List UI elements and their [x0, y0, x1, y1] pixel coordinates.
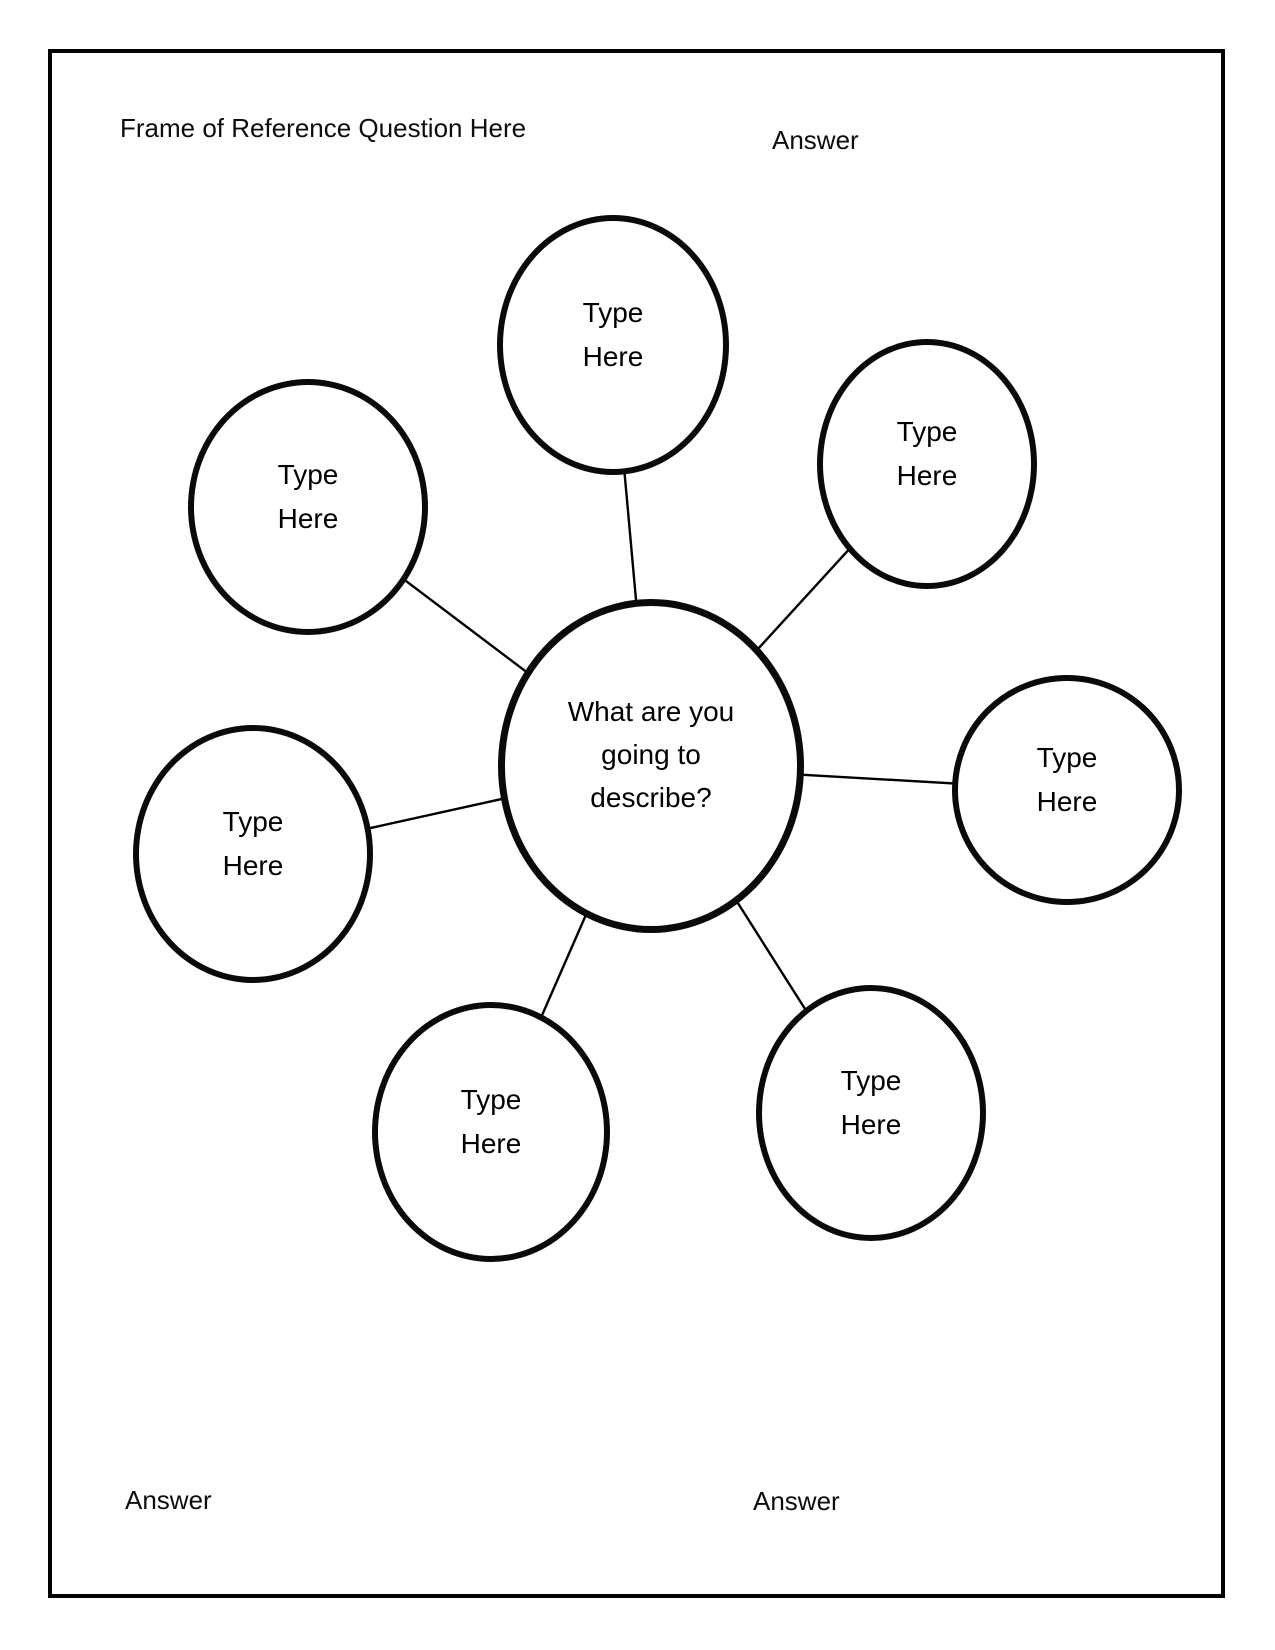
type-here-bubble-top[interactable]	[497, 215, 729, 475]
bubble-text-line: Type	[1036, 742, 1098, 773]
frame-of-reference-question-placeholder[interactable]: Frame of Reference Question Here	[120, 113, 527, 143]
bubble-text-line: Here	[840, 1109, 902, 1140]
type-here-bubble-left[interactable]	[133, 725, 373, 983]
center-question-bubble[interactable]	[498, 599, 804, 933]
bubble-text-line: Type	[460, 1084, 522, 1115]
answer-label-bottom-center[interactable]: Answer	[753, 1486, 840, 1516]
center-question-line: going to	[601, 738, 701, 770]
bubble-text-line: Here	[896, 460, 958, 491]
center-question-line: What are you	[567, 695, 735, 727]
bubble-text-line: Here	[460, 1128, 522, 1159]
type-here-bubble-bottom-left[interactable]	[372, 1002, 610, 1262]
type-here-bubble-bottom-right[interactable]	[756, 985, 986, 1241]
bubble-text-line: Here	[222, 850, 284, 881]
type-here-bubble-upper-left[interactable]	[188, 379, 428, 635]
answer-label-top-right[interactable]: Answer	[772, 125, 859, 155]
bubble-text-line: Type	[840, 1065, 902, 1096]
bubble-text-line: Here	[1036, 786, 1098, 817]
center-question-line: describe?	[590, 781, 712, 813]
bubble-text-line: Here	[277, 503, 339, 534]
bubble-text-line: Type	[896, 416, 958, 447]
bubble-text-line: Type	[582, 297, 644, 328]
answer-label-bottom-left[interactable]: Answer	[125, 1485, 212, 1515]
bubble-text-line: Type	[222, 806, 284, 837]
type-here-bubble-right[interactable]	[952, 675, 1182, 905]
type-here-bubble-upper-right[interactable]	[817, 339, 1037, 589]
bubble-text-line: Type	[277, 459, 339, 490]
bubble-text-line: Here	[582, 341, 644, 372]
